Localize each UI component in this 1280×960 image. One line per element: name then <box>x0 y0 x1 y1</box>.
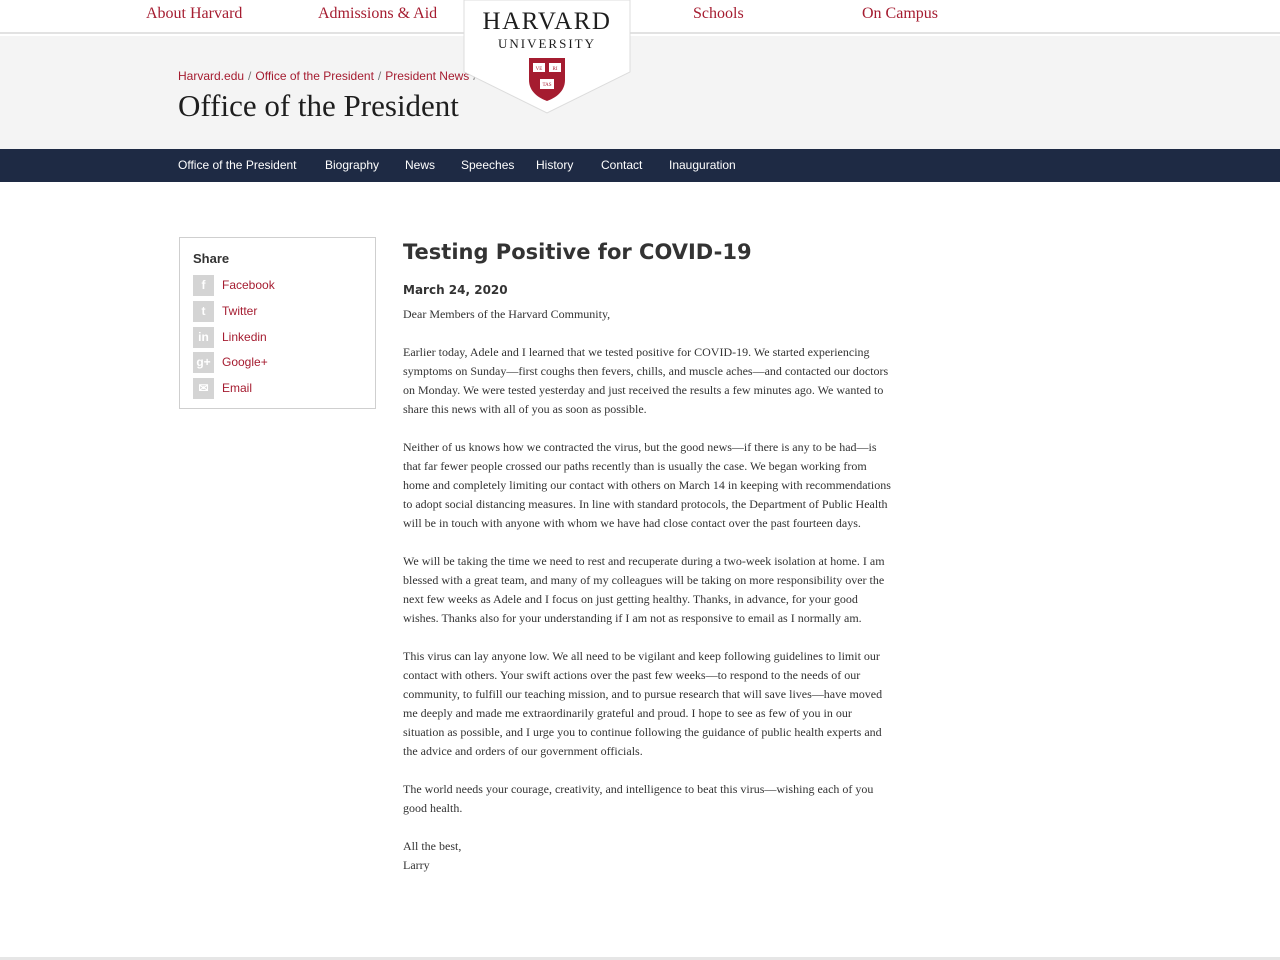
article-date: March 24, 2020 <box>403 283 508 297</box>
facebook-icon: f <box>193 275 214 296</box>
crest-text-top-left: VE <box>535 67 543 72</box>
logo-wordmark: HARVARD <box>482 8 612 35</box>
breadcrumb-harvard-edu[interactable]: Harvard.edu <box>178 69 245 83</box>
share-heading: Share <box>193 251 230 266</box>
twitter-icon: t <box>193 301 214 322</box>
nav-link-admissions-aid[interactable]: Admissions & Aid <box>318 5 438 22</box>
email-icon: ✉ <box>193 378 214 399</box>
share-box <box>179 237 376 409</box>
breadcrumb-office-of-president[interactable]: Office of the President <box>255 69 374 83</box>
veritas-shield-icon <box>527 56 567 102</box>
share-item-label: Google+ <box>222 355 268 369</box>
article-salutation: Dear Members of the Harvard Community, <box>403 307 611 321</box>
nav-link-schools[interactable]: Schools <box>693 5 744 22</box>
breadcrumb <box>178 69 481 83</box>
article-paragraph: The world needs your courage, creativity, and intelligence to beat this virus—wishing each of you good health. <box>403 782 874 815</box>
article-title: Testing Positive for COVID-19 <box>403 240 752 264</box>
share-item-label: Facebook <box>222 278 275 292</box>
main-nav-history[interactable]: History <box>536 158 574 172</box>
share-linkedin-link[interactable] <box>193 326 267 348</box>
share-twitter-link[interactable] <box>193 300 257 322</box>
main-nav-inauguration[interactable]: Inauguration <box>669 158 736 172</box>
nav-link-on-campus[interactable]: On Campus <box>862 5 938 22</box>
page-title: Office of the President <box>178 88 459 123</box>
harvard-logo[interactable] <box>463 0 631 115</box>
linkedin-icon: in <box>193 327 214 348</box>
article-body <box>403 305 895 875</box>
main-nav-contact[interactable]: Contact <box>601 158 643 172</box>
share-item-label: Email <box>222 381 253 395</box>
article <box>403 237 895 894</box>
crest-text-top-right: RI <box>552 67 558 72</box>
article-signature: Larry <box>403 858 430 872</box>
article-paragraph: We will be taking the time we need to rest and recuperate during a two-week isolation at home. I am blessed with a great team, and many of my colleagues will be taking on more responsibility over the next few weeks as Adele and I focus on just getting healthy. Thanks, in advance, for your good wishes. Thanks also for your understanding if I am not as responsive to email as I normally am. <box>403 554 885 625</box>
share-item-label: Linkedin <box>222 330 267 344</box>
breadcrumb-separator: / <box>377 69 382 83</box>
breadcrumb-president-news[interactable]: President News <box>385 69 470 83</box>
article-paragraph: Neither of us knows how we contracted the virus, but the good news—if there is any to be had—is that far fewer people crossed our paths recently than is usually the case. We began working from home and completely limiting our contact with others on March 14 in keeping with recommendations to adopt social distancing measures. In line with standard protocols, the Department of Public Health will be in touch with anyone with whom we have had close contact over the past fourteen days. <box>403 440 891 530</box>
main-nav <box>0 149 1280 182</box>
logo-subtitle: UNIVERSITY <box>498 36 596 51</box>
share-facebook-link[interactable] <box>193 274 275 296</box>
article-closing: All the best, <box>403 839 462 853</box>
share-google-plus-link[interactable] <box>193 351 268 373</box>
main-nav-office-of-president[interactable]: Office of the President <box>178 158 297 172</box>
crest-text-bottom: TAS <box>542 83 552 88</box>
article-paragraph: This virus can lay anyone low. We all need to be vigilant and keep following guidelines to limit our contact with others. Your swift actions over the past few weeks—to respond to the needs of our community, to fulfill our teaching mission, and to pursue research that will save lives—have moved me deeply and made me extraordinarily grateful and proud. I hope to see as few of you in our situation as possible, and I urge you to continue following the guidance of public health experts and the advice and orders of our government officials. <box>403 649 883 758</box>
nav-link-about-harvard[interactable]: About Harvard <box>146 5 243 22</box>
breadcrumb-separator: / <box>248 69 252 83</box>
main-nav-biography[interactable]: Biography <box>325 158 380 172</box>
google-plus-icon: g+ <box>193 352 214 373</box>
share-email-link[interactable] <box>193 377 252 399</box>
article-paragraph: Earlier today, Adele and I learned that we tested positive for COVID-19. We started experiencing symptoms on Sunday—first coughs then fevers, chills, and muscle aches—and contacted our doctors on Monday. We were tested yesterday and just received the results a few minutes ago. We wanted to share this news with all of you as soon as possible. <box>403 345 889 416</box>
main-nav-news[interactable]: News <box>405 158 436 172</box>
utility-nav <box>0 0 1280 34</box>
share-item-label: Twitter <box>222 304 258 318</box>
main-nav-speeches[interactable]: Speeches <box>461 158 515 172</box>
